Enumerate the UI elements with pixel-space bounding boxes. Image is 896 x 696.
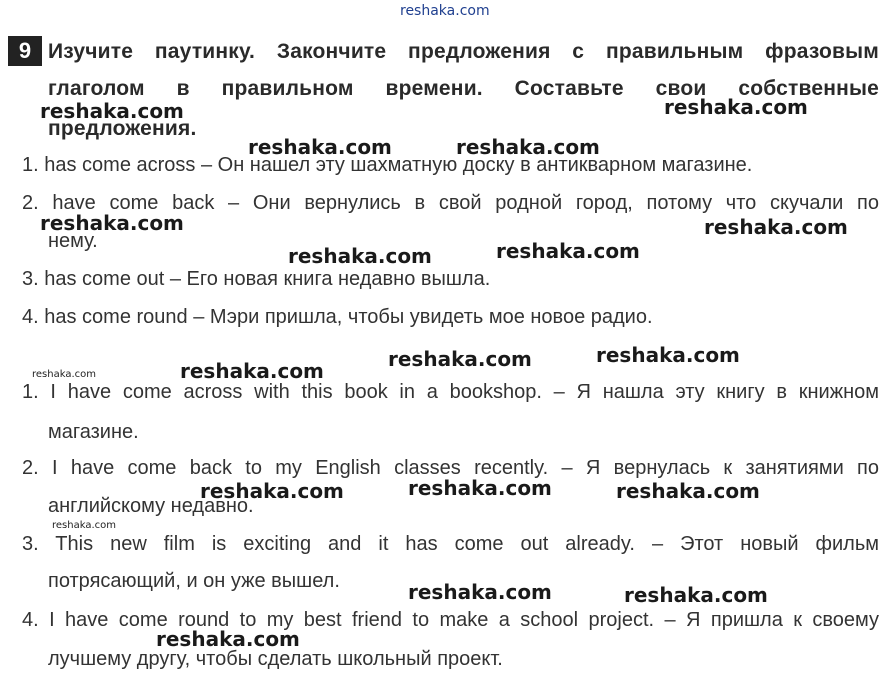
task-line-3: предложения. xyxy=(48,117,197,140)
answer-1-2-line2: нему. xyxy=(48,230,98,252)
watermark: reshaka.com xyxy=(248,135,392,159)
watermark: reshaka.com xyxy=(456,135,600,159)
exercise-number-badge: 9 xyxy=(8,36,42,66)
watermark: reshaka.com xyxy=(200,479,344,503)
answer-1-3: 3. has come out – Его новая книга недавно вышла. xyxy=(22,268,491,290)
watermark: reshaka.com xyxy=(704,215,848,239)
watermark: reshaka.com xyxy=(596,343,740,367)
watermark: reshaka.com xyxy=(496,239,640,263)
sentence-2-3-line1: 3. This new film is exciting and it has come out already. – Этот новый фильм xyxy=(22,533,879,555)
watermark: reshaka.com xyxy=(408,580,552,604)
answer-1-2-line1: 2. have come back – Они вернулись в свой родной город, потому что скучали по xyxy=(22,192,879,214)
watermark: reshaka.com xyxy=(408,476,552,500)
watermark: reshaka.com xyxy=(388,347,532,371)
watermark-small: reshaka.com xyxy=(32,369,96,380)
sentence-2-3-line2: потрясающий, и он уже вышел. xyxy=(48,570,340,592)
watermark: reshaka.com xyxy=(288,244,432,268)
watermark: reshaka.com xyxy=(180,359,324,383)
sentence-2-2-line2: английскому недавно. xyxy=(48,495,254,517)
sentence-2-4-line1: 4. I have come round to my best friend to make a school project. – Я пришла к своему xyxy=(22,609,879,631)
watermark: reshaka.com xyxy=(40,211,184,235)
sentence-2-2-line1: 2. I have come back to my English classes recently. – Я вернулась к занятиями по xyxy=(22,457,879,479)
watermark: reshaka.com xyxy=(156,627,300,651)
task-line-1: Изучите паутинку. Закончите предложения с правильным фразовым xyxy=(48,40,879,63)
watermark-top: reshaka.com xyxy=(400,3,490,19)
answer-1-1: 1. has come across – Он нашел эту шахматную доску в антикварном магазине. xyxy=(22,154,753,176)
task-line-2: глаголом в правильном времени. Составьте свои собственные xyxy=(48,77,879,100)
watermark-small: reshaka.com xyxy=(52,520,116,531)
answer-1-4: 4. has come round – Мэри пришла, чтобы увидеть мое новое радио. xyxy=(22,306,653,328)
watermark: reshaka.com xyxy=(40,99,184,123)
watermark: reshaka.com xyxy=(664,95,808,119)
sentence-2-1-line2: магазине. xyxy=(48,421,139,443)
sentence-2-1-line1: 1. I have come across with this book in a bookshop. – Я нашла эту книгу в книжном xyxy=(22,381,879,403)
watermark: reshaka.com xyxy=(616,479,760,503)
sentence-2-4-line2: лучшему другу, чтобы сделать школьный проект. xyxy=(48,648,503,670)
watermark: reshaka.com xyxy=(624,583,768,607)
